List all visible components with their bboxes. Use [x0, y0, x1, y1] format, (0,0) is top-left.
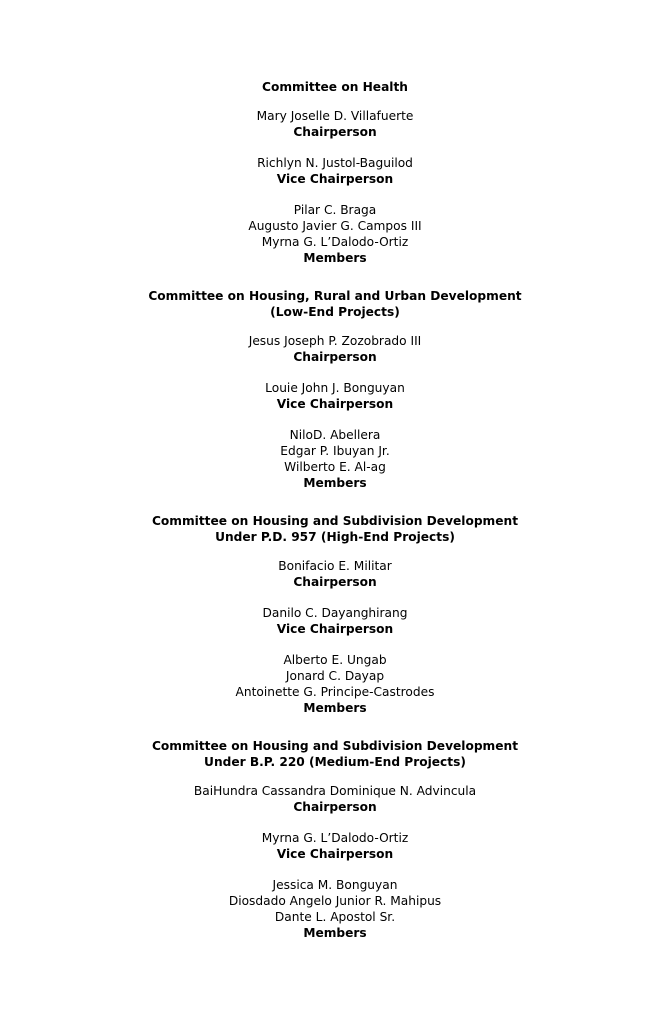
committee-title-line: Under P.D. 957 (High-End Projects)	[215, 530, 455, 544]
member-name: Myrna G. L’Dalodo-Ortiz	[261, 831, 409, 845]
member-name: Jesus Joseph P. Zozobrado III	[248, 334, 422, 348]
member-name: Alberto E. Ungab	[283, 653, 387, 667]
committee-title-line: Committee on Housing, Rural and Urban Development	[148, 289, 522, 303]
members-group	[0, 652, 670, 716]
role-label: Chairperson	[293, 800, 377, 814]
vice-chairperson-group	[0, 605, 670, 637]
members-group	[0, 877, 670, 941]
role-label: Chairperson	[293, 125, 377, 139]
member-name: Pilar C. Braga	[293, 203, 377, 217]
member-name: NiloD. Abellera	[289, 428, 381, 442]
committee-housing-low-end	[0, 288, 670, 491]
member-name: Mary Joselle D. Villafuerte	[256, 109, 414, 123]
role-label: Vice Chairperson	[276, 847, 394, 861]
committee-title-line: (Low-End Projects)	[270, 305, 400, 319]
member-name: Danilo C. Dayanghirang	[262, 606, 408, 620]
member-name: Bonifacio E. Militar	[278, 559, 392, 573]
member-name: Wilberto E. Al-ag	[284, 460, 386, 474]
member-name: Edgar P. Ibuyan Jr.	[280, 444, 390, 458]
member-name: Augusto Javier G. Campos III	[248, 219, 422, 233]
chairperson-group	[0, 783, 670, 815]
vice-chairperson-group	[0, 155, 670, 187]
members-group	[0, 202, 670, 266]
member-name: Antoinette G. Principe-Castrodes	[235, 685, 435, 699]
members-group	[0, 427, 670, 491]
vice-chairperson-group	[0, 830, 670, 862]
committee-title-line: Committee on Housing and Subdivision Development	[151, 514, 519, 528]
committee-title	[0, 738, 670, 770]
role-label: Members	[303, 476, 367, 490]
member-name: Jessica M. Bonguyan	[272, 878, 398, 892]
role-label: Vice Chairperson	[276, 622, 394, 636]
member-name: Diosdado Angelo Junior R. Mahipus	[228, 894, 442, 908]
member-name: Richlyn N. Justol-Baguilod	[257, 156, 413, 170]
role-label: Members	[303, 251, 367, 265]
committee-health	[0, 79, 670, 266]
committee-title-line: Committee on Housing and Subdivision Development	[151, 739, 519, 753]
role-label: Chairperson	[293, 575, 377, 589]
member-name: Jonard C. Dayap	[285, 669, 385, 683]
committee-title-line: Under B.P. 220 (Medium-End Projects)	[204, 755, 466, 769]
committee-title	[0, 288, 670, 320]
chairperson-group	[0, 333, 670, 365]
role-label: Vice Chairperson	[276, 172, 394, 186]
committee-title	[0, 513, 670, 545]
vice-chairperson-group	[0, 380, 670, 412]
member-name: BaiHundra Cassandra Dominique N. Advincula	[193, 784, 477, 798]
committee-housing-high-end	[0, 513, 670, 716]
role-label: Vice Chairperson	[276, 397, 394, 411]
committee-housing-medium-end	[0, 738, 670, 941]
committee-title	[0, 79, 670, 95]
role-label: Chairperson	[293, 350, 377, 364]
role-label: Members	[303, 926, 367, 940]
chairperson-group	[0, 558, 670, 590]
chairperson-group	[0, 108, 670, 140]
role-label: Members	[303, 701, 367, 715]
committee-title-line: Committee on Health	[262, 80, 408, 94]
member-name: Dante L. Apostol Sr.	[274, 910, 396, 924]
member-name: Myrna G. L’Dalodo-Ortiz	[261, 235, 409, 249]
member-name: Louie John J. Bonguyan	[265, 381, 405, 395]
